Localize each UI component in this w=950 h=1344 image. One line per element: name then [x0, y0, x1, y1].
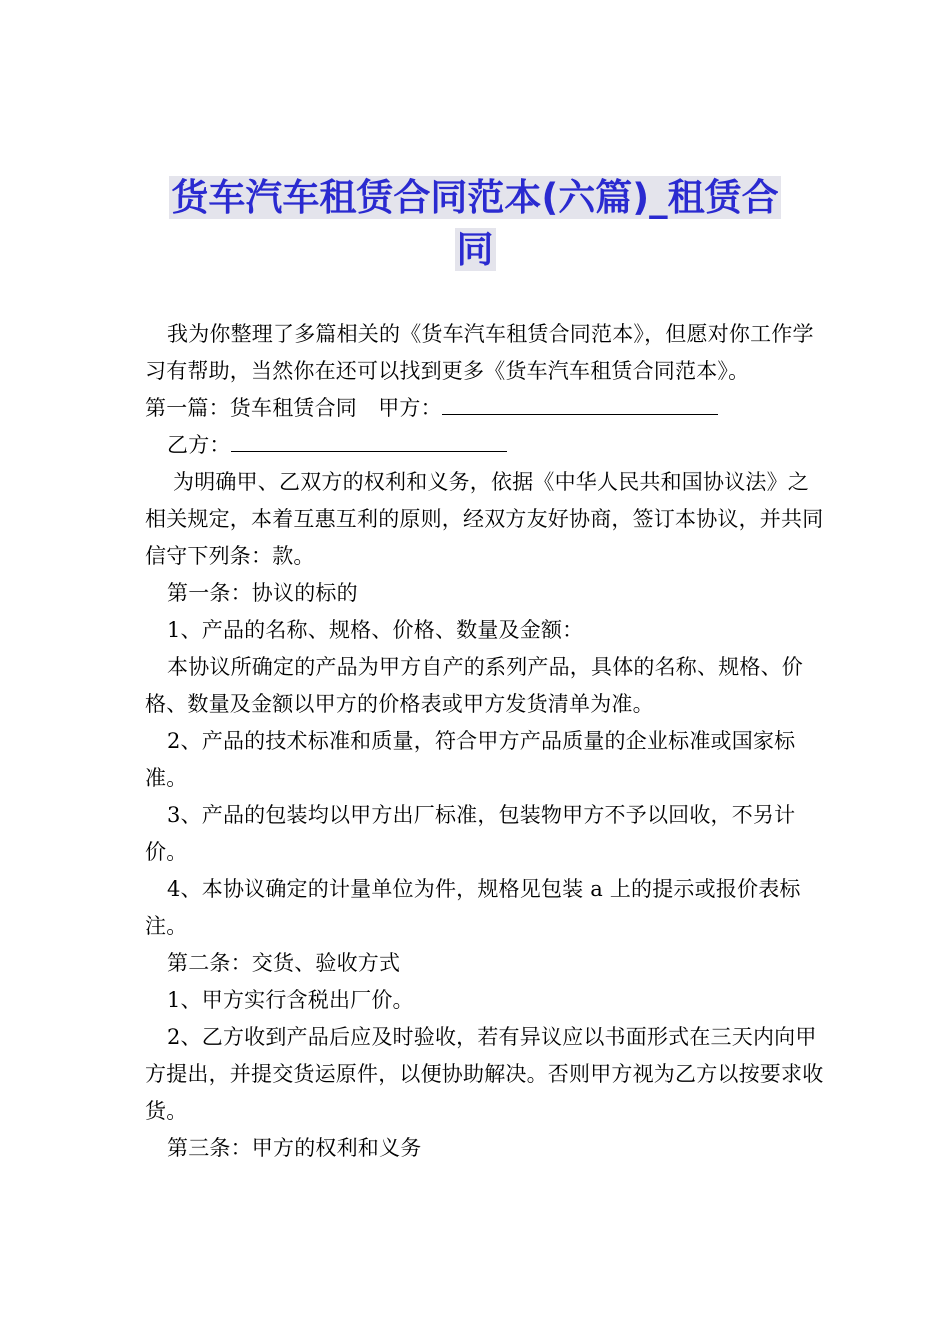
article-1-item-3: 3、产品的包装均以甲方出厂标准，包装物甲方不予以回收，不另计价。: [145, 803, 796, 864]
article-1-item-4: 4、本协议确定的计量单位为件，规格见包装 a 上的提示或报价表标注。: [145, 877, 801, 938]
title-line-1: 货车汽车租赁合同范本(六篇)_租赁合: [171, 176, 779, 219]
article-1-item-1-detail: 本协议所确定的产品为甲方自产的系列产品，具体的名称、规格、价格、数量及金额以甲方的价格表或甲方发货清单为准。: [145, 655, 803, 716]
article-1-item-1: 1、产品的名称、规格、价格、数量及金额：: [167, 618, 584, 642]
article-1-item-2: 2、产品的技术标准和质量，符合甲方产品质量的企业标准或国家标准。: [145, 729, 796, 790]
document-body: [145, 316, 825, 1167]
article-2-item-2: 2、乙方收到产品后应及时验收，若有异议应以书面形式在三天内向甲方提出，并提交货运原件，以便协助解决。否则甲方视为乙方以按要求收货。: [145, 1025, 824, 1123]
party-a-blank: [442, 392, 718, 415]
party-b-label: 乙方：: [167, 433, 231, 457]
party-b-line: [145, 427, 825, 464]
article-3-heading: 第三条：甲方的权利和义务: [167, 1136, 422, 1160]
article-2-item-1: 1、甲方实行含税出厂价。: [167, 988, 414, 1012]
purpose-paragraph: 为明确甲、乙双方的权利和义务，依据《中华人民共和国协议法》之相关规定，本着互惠互利的原则，经双方友好协商，签订本协议，并共同信守下列条：款。: [145, 470, 824, 568]
document-title: [0, 172, 950, 276]
chapter-1-label: 第一篇：货车租赁合同 甲方：: [145, 396, 442, 420]
intro-paragraph: 我为你整理了多篇相关的《货车汽车租赁合同范本》，但愿对你工作学习有帮助，当然你在还可以找到更多《货车汽车租赁合同范本》。: [145, 322, 814, 383]
party-b-blank: [231, 429, 507, 452]
article-1-heading: 第一条：协议的标的: [167, 581, 358, 605]
title-line-2: 同: [456, 228, 494, 271]
chapter-1-party-a-line: [145, 390, 825, 427]
article-2-heading: 第二条：交货、验收方式: [167, 951, 401, 975]
